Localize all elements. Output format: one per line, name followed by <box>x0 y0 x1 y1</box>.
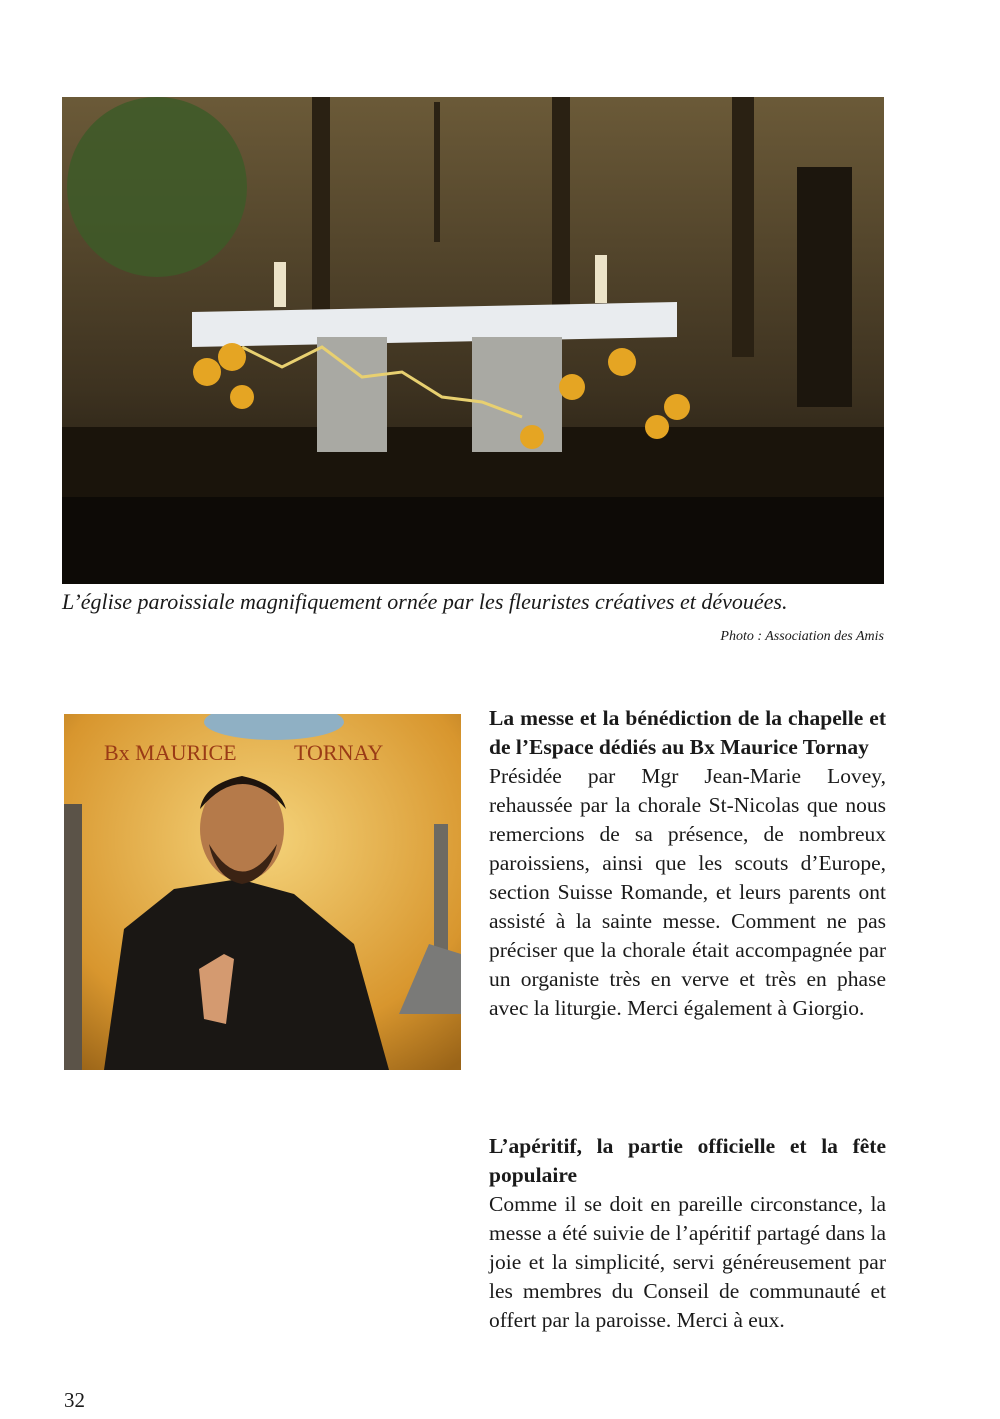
photo-caption <box>62 588 884 644</box>
section-body: Présidée par Mgr Jean-Marie Lovey, rehaussée par la chorale St-Nicolas que nous remercions de sa présence, de nombreux paroissiens, ainsi que les scouts d’Europe, section Suisse Romande, et leurs parents ont assisté à la sainte messe. Comment ne pas préciser que la chorale était accompagnée par un organiste très en verve et très en phase avec la liturgie. Merci également à Giorgio. <box>489 764 886 1020</box>
photo-credit: Photo : Association des Amis <box>720 629 884 644</box>
caption-text: L’église paroissiale magnifiquement ornée par les fleuristes créatives et dévouées. <box>62 589 788 614</box>
icon-inscription-right: TORNAY <box>294 740 384 765</box>
section-body: Comme il se doit en pareille circonstance, la messe a été suivie de l’apéritif partagé dans la joie et la simplicité, servi généreusement par les membres du Conseil de communauté et offert par la paroisse. Merci à eux. <box>489 1192 886 1332</box>
section-aperitif <box>489 1132 886 1335</box>
section-heading: L’apéritif, la partie officielle et la fête populaire <box>489 1134 886 1187</box>
altar-photo <box>62 97 884 584</box>
maurice-tornay-icon-image <box>64 714 461 1070</box>
page-number: 32 <box>64 1388 85 1412</box>
section-heading: La messe et la bénédiction de la chapelle et de l’Espace dédiés au Bx Maurice Tornay <box>489 706 886 759</box>
icon-inscription-left: Bx MAURICE <box>104 740 237 765</box>
section-mass-blessing <box>489 704 886 1023</box>
